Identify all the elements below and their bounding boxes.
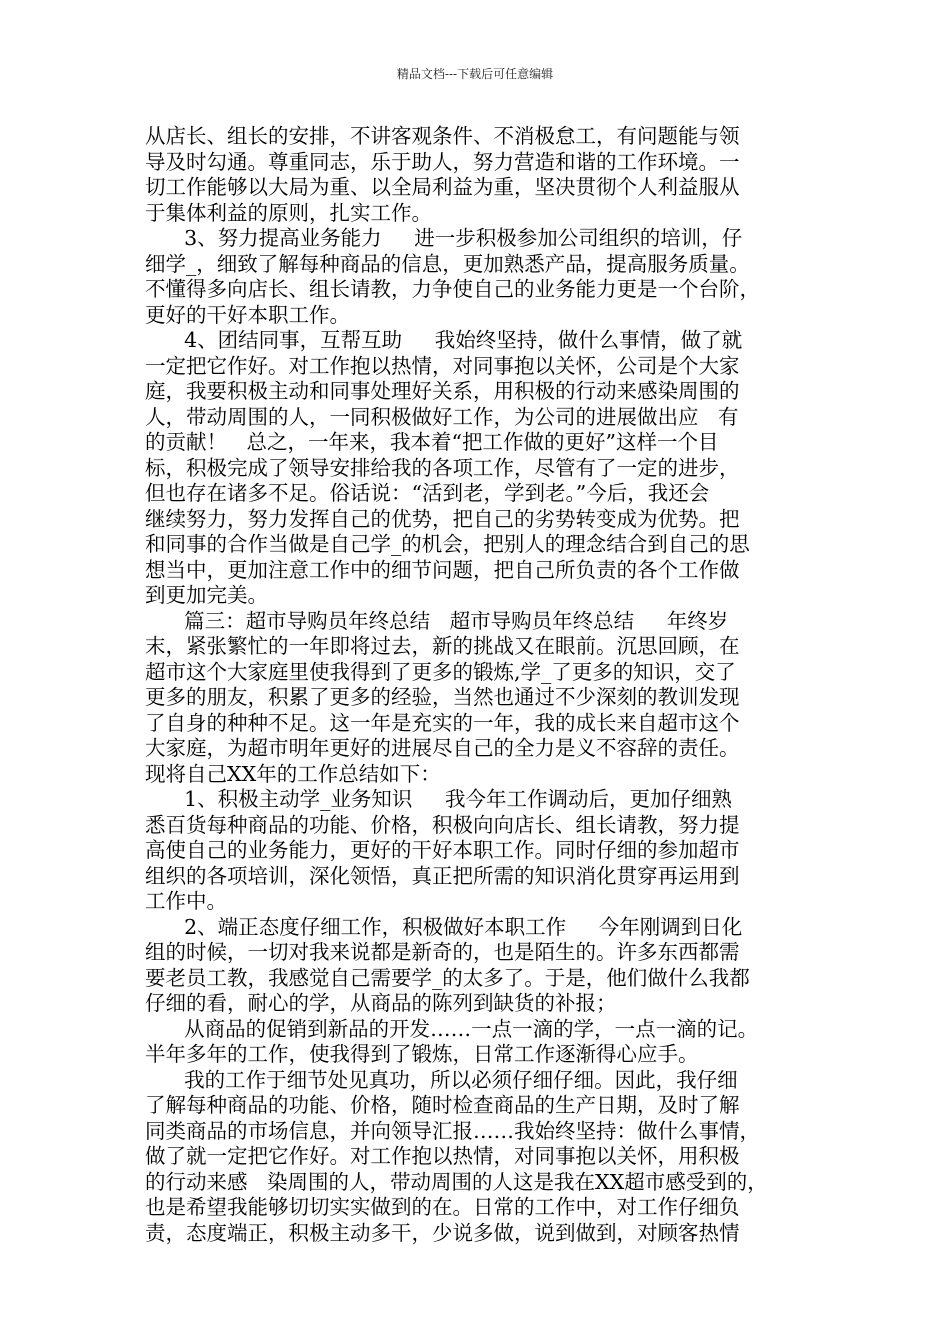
text-line: 要老员工教，我感觉自己需要学_的太多了。于是，他们做什么我都 bbox=[145, 965, 750, 990]
text-line: 仔细的看，耐心的学，从商品的陈列到缺货的补报； bbox=[145, 991, 617, 1015]
text-line: 庭，我要积极主动和同事处理好关系，用积极的行动来感染周围的 bbox=[145, 379, 740, 403]
text-line: 更好的干好本职工作。 bbox=[145, 302, 350, 327]
text-line: 也是希望我能够切切实实做到的在。日常的工作中，对工作仔细负 bbox=[145, 1195, 740, 1219]
text-line: 标，积极完成了领导安排给我的各项工作，尽管有了一定的进步， bbox=[145, 455, 740, 480]
text-line: 和同事的合作当做是自己学_的机会，把别人的理念结合到自己的思 bbox=[145, 532, 750, 556]
text-line: 2、端正态度仔细工作，积极做好本职工作 今年刚调到日化 bbox=[145, 914, 743, 939]
text-line: 组织的各项培训，深化领悟，真正把所需的知识消化贯穿再运用到 bbox=[145, 863, 740, 888]
text-line: 到更加完美。 bbox=[145, 583, 268, 607]
text-line: 超市这个大家庭里使我得到了更多的锻炼,学_了更多的知识，交了 bbox=[145, 659, 736, 684]
text-line: 3、努力提高业务能力 进一步积极参加公司组织的培训，仔 bbox=[145, 226, 743, 250]
text-line: 导及时勾通。尊重同志，乐于助人，努力营造和谐的工作环境。一 bbox=[145, 149, 740, 174]
text-line: 切工作能够以大局为重、以全局利益为重，坚决贯彻个人利益服从 bbox=[145, 175, 740, 199]
text-line: 末，紧张繁忙的一年即将过去，新的挑战又在眼前。沉思回顾，在 bbox=[145, 634, 740, 658]
text-line: 大家庭，为超市明年更好的进展尽自己的全力是义不容辞的责任。 bbox=[145, 736, 740, 760]
page-header: 精品文档---下载后可任意编辑 bbox=[396, 67, 554, 81]
text-line: 了自身的种种不足。这一年是充实的一年，我的成长来自超市这个 bbox=[145, 710, 740, 735]
text-line: 高使自己的业务能力，更好的干好本职工作。同时仔细的参加超市 bbox=[145, 838, 740, 862]
text-line: 4、团结同事，互帮互助 我始终坚持，做什么事情，做了就 bbox=[145, 328, 743, 352]
text-line: 但也存在诸多不足。俗话说：“活到老，学到老。”今后，我还会 bbox=[145, 481, 710, 505]
text-line: 同类商品的市场信息，并向领导汇报……我始终坚持：做什么事情， bbox=[145, 1118, 760, 1143]
text-line: 现将自己XX年的工作总结如下： bbox=[145, 761, 441, 786]
text-line: 篇三：超市导购员年终总结 超市导购员年终总结 年终岁 bbox=[145, 608, 729, 633]
text-line: 更多的朋友，积累了更多的经验，当然也通过不少深刻的教训发现 bbox=[145, 685, 740, 709]
text-line: 的行动来感 染周围的人，带动周围的人这是我在XX超市感受到的， bbox=[145, 1169, 768, 1194]
document-body bbox=[145, 124, 815, 1246]
text-line: 人，带动周围的人，一同积极做好工作，为公司的进展做出应 有 bbox=[145, 404, 739, 429]
text-line: 于集体利益的原则，扎实工作。 bbox=[145, 200, 432, 225]
text-line: 做了就一定把它作好。对工作抱以热情，对同事抱以关怀，用积极 bbox=[145, 1144, 740, 1168]
text-line: 的贡献！ 总之，一年来，我本着“把工作做的更好”这样一个目 bbox=[145, 430, 719, 454]
text-line: 责，态度端正，积极主动多干，少说多做，说到做到，对顾客热情 bbox=[145, 1220, 740, 1245]
text-line: 想当中，更加注意工作中的细节问题，把自己所负责的各个工作做 bbox=[145, 557, 740, 582]
text-line: 我的工作于细节处见真功，所以必须仔细仔细。因此，我仔细 bbox=[145, 1067, 738, 1092]
text-line: 继续努力，努力发挥自己的优势，把自己的劣势转变成为优势。把 bbox=[145, 506, 740, 531]
text-line: 从商品的促销到新品的开发……一点一滴的学，一点一滴的记。 bbox=[145, 1016, 759, 1041]
text-line: 细学_，细致了解每种商品的信息，更加熟悉产品，提高服务质量。 bbox=[145, 251, 750, 276]
text-line: 了解每种商品的功能、价格，随时检查商品的生产日期，及时了解 bbox=[145, 1093, 740, 1117]
text-line: 工作中。 bbox=[145, 889, 227, 913]
text-line: 不懂得多向店长、组长请教，力争使自己的业务能力更是一个台阶， bbox=[145, 277, 760, 301]
text-line: 1、积极主动学_业务知识 我今年工作调动后，更加仔细熟 bbox=[145, 787, 732, 811]
text-line: 从店长、组长的安排，不讲客观条件、不消极怠工，有问题能与领 bbox=[145, 124, 740, 148]
text-line: 组的时候，一切对我来说都是新奇的，也是陌生的。许多东西都需 bbox=[145, 940, 740, 964]
text-line: 悉百货每种商品的功能、价格，积极向向店长、组长请教，努力提 bbox=[145, 812, 740, 837]
text-line: 一定把它作好。对工作抱以热情，对同事抱以关怀，公司是个大家 bbox=[145, 353, 740, 378]
text-line: 半年多年的工作，使我得到了锻炼，日常工作逐渐得心应手。 bbox=[145, 1042, 699, 1066]
